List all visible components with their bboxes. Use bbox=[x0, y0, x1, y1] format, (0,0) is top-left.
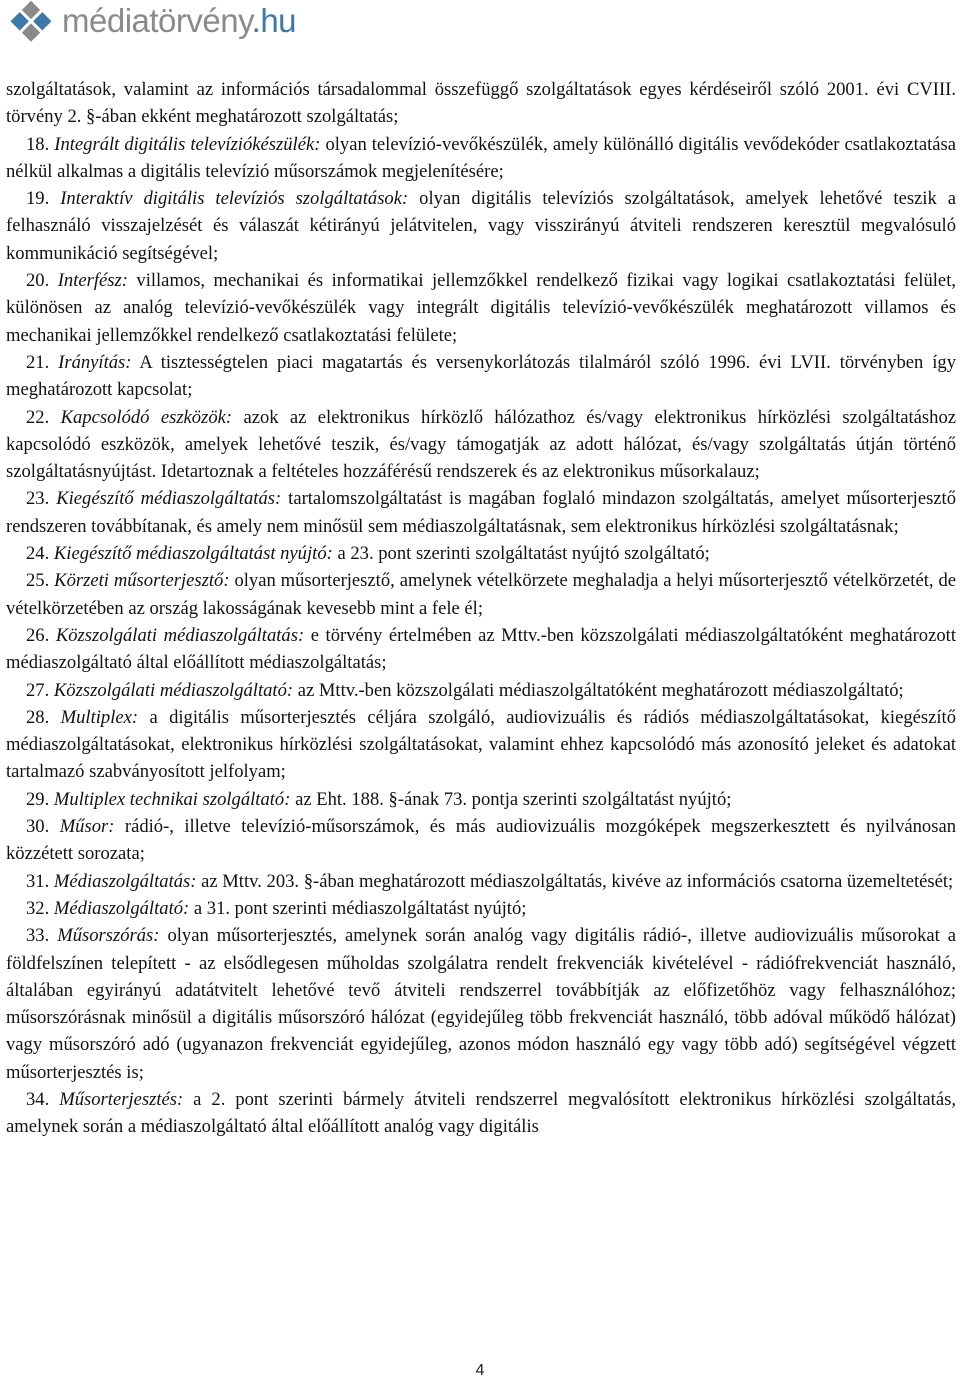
definition-text: a digitális műsorterjesztés céljára szolgáló, audiovizuális és rádiós médiaszolgáltatásokat, kiegészítő médiaszolgáltatásokat, elektronikus hírközlési szolgáltatásokat, valamint ehhez kapcsolódó más azonosító jeleket és adatokat tartalmazó szabványosított jelfolyam; bbox=[6, 706, 957, 783]
definition-term: Kiegészítő médiaszolgáltatást nyújtó: bbox=[53, 543, 333, 565]
definition-number: 28. bbox=[26, 706, 50, 728]
definition-number: 20. bbox=[26, 270, 50, 292]
definition-term: Médiaszolgáltatás: bbox=[53, 870, 197, 892]
definition-paragraph bbox=[6, 813, 956, 868]
definition-text: olyan televízió-vevőkészülék, amely különálló digitális vevődekóder csatlakoztatása nélkül alkalmas a digitális televízió műsorszámok megjelenítésére; bbox=[6, 133, 956, 182]
definition-term: Körzeti műsorterjesztő: bbox=[54, 570, 230, 592]
definition-term: Interfész: bbox=[57, 270, 128, 292]
definition-text: olyan műsorterjesztés, amelynek során analóg vagy digitális rádió-, illetve audiovizuális műsorokat a földfelszínen telepített - az elsődlegesen műholdas szolgálatra rendelt frekvenciák kivételével - rádiófrekvenciát használó, általában egyirányú adatátvitelt lehetővé tevő átviteli rendszerrel továbbítják az előfizetőhöz vagy felhasználóhoz; műsorszórásnak minősül a digitális műsorszóró hálózat (egyidejűleg több frekvenciát használó, több adóval működő hálózat) vagy műsorszóró adó (ugyanazon frekvenciát egyidejűleg, azonos módon használó egy vagy több adó) segítségével végzett műsorterjesztés is; bbox=[6, 925, 956, 1083]
definition-number: 31. bbox=[26, 870, 50, 892]
definition-term: Irányítás: bbox=[58, 351, 132, 373]
definition-paragraph bbox=[6, 349, 956, 404]
definition-term: Műsor: bbox=[59, 816, 115, 838]
definition-number: 23. bbox=[26, 488, 50, 510]
definition-text: olyan digitális televíziós szolgáltatások, amelyek lehetővé teszik a felhasználó visszajelzését és válaszát kétirányú jelátvitelen, vagy visszirányú átviteli rendszeren keresztül megvalósuló kommunikáció segítségével; bbox=[6, 188, 956, 264]
definition-term: Médiaszolgáltató: bbox=[53, 897, 190, 919]
definition-term: Interaktív digitális televíziós szolgáltatások: bbox=[60, 188, 409, 210]
definition-term: Multiplex technikai szolgáltató: bbox=[53, 788, 291, 810]
definition-text: az Mttv.-ben közszolgálati médiaszolgáltatóként meghatározott médiaszolgáltató; bbox=[297, 679, 904, 701]
definition-paragraph bbox=[6, 895, 956, 922]
definition-paragraph bbox=[6, 622, 956, 677]
logo-suffix-text: .hu bbox=[251, 2, 297, 39]
definition-paragraph bbox=[6, 76, 956, 131]
definition-number: 26. bbox=[26, 624, 50, 646]
definition-paragraph bbox=[6, 404, 956, 486]
definition-term: Kiegészítő médiaszolgáltatás: bbox=[56, 488, 282, 510]
definition-number: 30. bbox=[26, 816, 50, 838]
definition-number: 19. bbox=[26, 188, 50, 210]
definition-number: 22. bbox=[26, 406, 50, 428]
definition-text: az Mttv. 203. §-ában meghatározott médiaszolgáltatás, kivéve az információs csatorna üzemeltetését; bbox=[201, 870, 954, 892]
definition-paragraph bbox=[6, 131, 956, 186]
site-logo[interactable] bbox=[4, 0, 296, 44]
definition-paragraph bbox=[6, 786, 956, 813]
definition-number: 32. bbox=[26, 897, 50, 919]
definition-text: az Eht. 188. §-ának 73. pontja szerinti szolgáltatást nyújtó; bbox=[295, 788, 732, 810]
definition-term: Közszolgálati médiaszolgáltató: bbox=[53, 679, 294, 701]
definition-text: e törvény értelmében az Mttv.-ben közszolgálati médiaszolgáltatóként meghatározott médiaszolgáltató által előállított médiaszolgáltatás; bbox=[6, 624, 956, 674]
definition-text: a 23. pont szerinti szolgáltatást nyújtó szolgáltató; bbox=[337, 543, 710, 565]
definition-text: tartalomszolgáltatást is magában foglaló mindazon szolgáltatás, amelyet műsorterjesztő rendszeren továbbítanak, és amely nem minősül sem médiaszolgáltatásnak, sem elektronikus hírközlési szolgáltatásnak; bbox=[6, 488, 957, 537]
document-body bbox=[6, 76, 956, 1141]
diamond-grid-logo-icon bbox=[4, 0, 58, 44]
definition-paragraph bbox=[6, 485, 956, 540]
definition-text: szolgáltatások, valamint az információs társadalommal összefüggő szolgáltatások egyes kérdéseiről szóló 2001. évi CVIII. törvény 2. §-ában ekként meghatározott szolgáltatás; bbox=[6, 79, 956, 128]
definition-term: Műsorterjesztés: bbox=[59, 1088, 184, 1110]
definition-paragraph bbox=[6, 540, 956, 567]
definition-paragraph bbox=[6, 185, 956, 267]
definition-term: Közszolgálati médiaszolgáltatás: bbox=[55, 624, 305, 646]
definition-term: Multiplex: bbox=[60, 706, 139, 728]
definition-paragraph bbox=[6, 868, 956, 895]
definition-number: 25. bbox=[26, 570, 50, 592]
definition-paragraph bbox=[6, 704, 956, 786]
definition-paragraph bbox=[6, 1086, 956, 1141]
definition-term: Műsorszórás: bbox=[57, 925, 160, 947]
definition-number: 27. bbox=[26, 679, 50, 701]
page-number: 4 bbox=[475, 1362, 485, 1379]
definition-text: A tisztességtelen piaci magatartás és versenykorlátozás tilalmáról szóló 1996. évi LVII. törvényben így meghatározott kapcsolat; bbox=[6, 351, 956, 401]
definition-term: Integrált digitális televíziókészülék: bbox=[54, 133, 321, 155]
definition-number: 24. bbox=[26, 543, 50, 565]
definition-number: 33. bbox=[26, 925, 50, 947]
definition-text: a 2. pont szerinti bármely átviteli rendszerrel megvalósított elektronikus hírközlési szolgáltatás, amelynek során a médiaszolgáltató által előállított analóg vagy digitális bbox=[6, 1088, 956, 1138]
definition-text: rádió-, illetve televízió-műsorszámok, és más audiovizuális mozgóképek megszerkesztett és nyilvánosan közzétett sorozata; bbox=[6, 816, 957, 865]
definition-number: 21. bbox=[26, 351, 50, 373]
definition-text: a 31. pont szerinti médiaszolgáltatást nyújtó; bbox=[193, 897, 527, 919]
logo-wordmark bbox=[62, 2, 296, 40]
definition-text: azok az elektronikus hírközlő hálózathoz és/vagy elektronikus hírközlési szolgáltatáshoz kapcsolódó eszközök, amelyek lehetővé teszik, és/vagy támogatják az adott hálózat, és/vagy szolgáltatás útján történő szolgáltatásnyújtást. Idetartoznak a feltételes hozzáférésű rendszerek és az elektronikus műsorkalauz; bbox=[6, 406, 956, 483]
definition-paragraph bbox=[6, 567, 956, 622]
definition-paragraph bbox=[6, 922, 956, 1086]
definition-number: 29. bbox=[26, 788, 50, 810]
logo-main-text: médiatörvény bbox=[62, 2, 252, 39]
definition-text: villamos, mechanikai és informatikai jellemzőkkel rendelkező fizikai vagy logikai csatlakoztatási felület, különösen az analóg televízió-vevőkészülék vagy integrált digitális televízió-vevőkészülék meghatározott villamos és mechanikai jellemzőkkel rendelkező csatlakoztatási felülete; bbox=[6, 270, 957, 346]
definition-paragraph bbox=[6, 267, 956, 349]
definition-number: 18. bbox=[26, 133, 50, 155]
definition-text: olyan műsorterjesztő, amelynek vételkörzete meghaladja a helyi műsorterjesztő vételkörzetét, de vételkörzetében az ország lakosságának kevesebb mint a fele él; bbox=[6, 570, 956, 619]
definition-term: Kapcsolódó eszközök: bbox=[60, 406, 233, 428]
definition-number: 34. bbox=[26, 1088, 50, 1110]
definition-paragraph bbox=[6, 677, 956, 704]
